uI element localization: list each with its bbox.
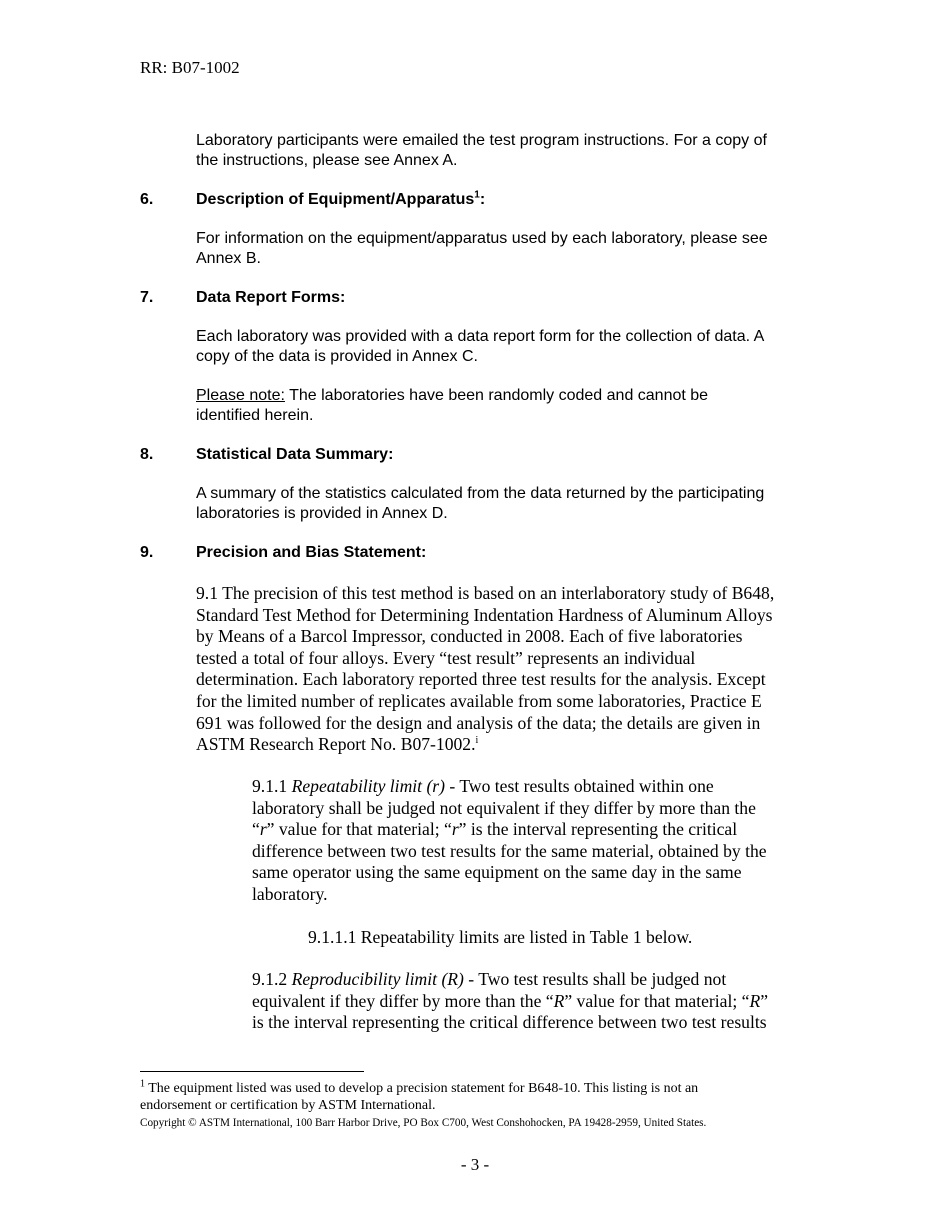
section-9-number: 9. [140,544,154,561]
section-7-body [196,327,826,367]
section-6-line: Annex B. [196,250,261,267]
footnote-marker: 1 [140,1078,145,1090]
term-reproducibility-limit: Reproducibility limit (R) [291,969,464,989]
paragraph-line [196,734,774,756]
section-8-line: laboratories is provided in Annex D. [196,505,448,522]
paragraph-line: laboratory shall be judged not equivalent if they differ by more than the [252,797,756,818]
section-6-number: 6. [140,191,154,208]
section-7-note [196,386,826,426]
section-8-title: Statistical Data Summary: [196,446,394,463]
footnote-text: The equipment listed was used to develop a precision statement for B648-10. This listing is not an [145,1081,699,1096]
footnote-line: endorsement or certification by ASTM International. [140,1098,436,1113]
paragraph-line: 9.1.1.1 Repeatability limits are listed in Table 1 below. [308,927,693,947]
paragraph-text: - Two test results obtained within one [445,776,714,796]
paragraph-line [252,969,768,991]
section-8-line: A summary of the statistics calculated from the data returned by the participating [196,485,765,502]
section-7-line: copy of the data is provided in Annex C. [196,348,478,365]
section-7-line: Each laboratory was provided with a data report form for the collection of data. A [196,328,765,345]
footnote-separator [140,1071,364,1072]
section-7-title: Data Report Forms: [196,289,346,306]
paragraph-text: - Two test results shall be judged not [463,969,727,989]
intro-line: the instructions, please see Annex A. [196,152,458,169]
paragraph-line: Standard Test Method for Determining Indentation Hardness of Aluminum Alloys [196,604,773,625]
paragraph-line: is the interval representing the critical difference between two test results [252,1012,767,1033]
paragraph-text: “ [252,819,260,840]
copyright-notice: Copyright © ASTM International, 100 Barr Harbor Drive, PO Box C700, West Conshohocken, PA 19428-2959, United States. [140,1117,707,1129]
report-header: RR: B07-1002 [140,58,240,77]
section-8-number: 8. [140,446,154,463]
clause-number: 9.1.1 [252,776,292,796]
clause-number: 9.1.2 [252,969,292,989]
paragraph-text: ” value for that material; “ [564,990,750,1011]
section-8-body [196,484,826,524]
section-7-note-line: identified herein. [196,407,314,424]
section-6-title [196,190,485,210]
section-6-title-suffix: : [479,191,486,208]
paragraph-line [252,819,767,841]
paragraph-text: equivalent if they differ by more than the “ [252,990,554,1011]
section-6-body [196,229,826,269]
paragraph-line [252,776,767,798]
symbol-r: r [259,819,267,840]
paragraph-9-1-2 [252,969,768,1034]
footnote-ref-1: 1 [474,189,480,201]
please-note-label: Please note: [196,387,285,404]
paragraph-line: 9.1 The precision of this test method is based on an interlaboratory study of B648, [196,583,775,603]
paragraph-text: ASTM Research Report No. B07-1002. [196,734,476,755]
section-7-note-line [196,386,826,406]
paragraph-line: 691 was followed for the design and analysis of the data; the details are given in [196,712,761,733]
section-6-title-text: Description of Equipment/Apparatus [196,191,475,208]
paragraph-line: laboratory. [252,883,328,904]
section-9-title: Precision and Bias Statement: [196,544,427,561]
intro-paragraph [196,131,826,171]
intro-line: Laboratory participants were emailed the test program instructions. For a copy of [196,132,767,149]
symbol-R: R [749,990,761,1011]
paragraph-text: ” [760,990,769,1011]
endnote-ref: i [475,735,479,747]
paragraph-9-1-1-1 [308,927,692,949]
section-7-number: 7. [140,289,154,306]
paragraph-line: tested a total of four alloys. Every “test result” represents an individual [196,647,696,668]
footnote [140,1080,698,1114]
symbol-R: R [553,990,565,1011]
note-text: The laboratories have been randomly coded and cannot be [284,387,709,404]
paragraph-line: by Means of a Barcol Impressor, conducted in 2008. Each of five laboratories [196,626,743,647]
paragraph-line [252,991,768,1013]
paragraph-text: ” value for that material; “ [266,819,452,840]
paragraph-line: same operator using the same equipment on the same day in the same [252,862,742,883]
paragraph-text: ” is the interval representing the critical [458,819,738,840]
paragraph-line: for the limited number of replicates available from some laboratories, Practice E [196,690,762,711]
symbol-r: r [451,819,459,840]
page-number: - 3 - [460,1155,490,1174]
paragraph-9-1 [196,583,774,756]
section-6-line: For information on the equipment/apparatus used by each laboratory, please see [196,230,768,247]
paragraph-line: determination. Each laboratory reported three test results for the analysis. Except [196,669,766,690]
paragraph-line: difference between two test results for the same material, obtained by the [252,840,767,861]
term-repeatability-limit: Repeatability limit (r) [291,776,446,796]
paragraph-9-1-1 [252,776,767,906]
footnote-line [140,1080,698,1097]
